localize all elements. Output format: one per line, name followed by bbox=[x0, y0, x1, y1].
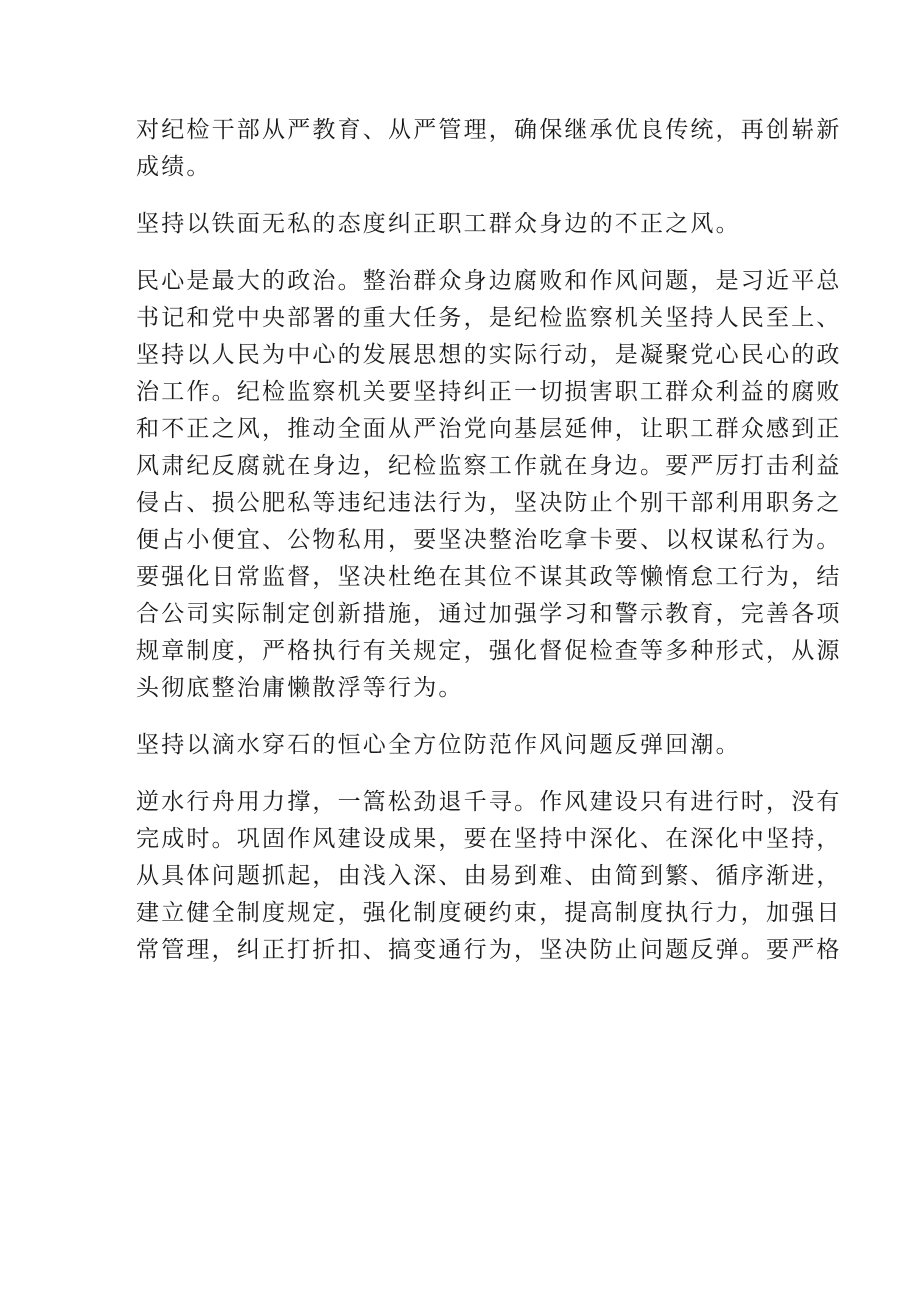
document-body bbox=[136, 112, 842, 989]
text-line: 要强化日常监督，坚决杜绝在其位不谋其政等懒惰怠工行为，结 bbox=[136, 564, 842, 590]
paragraph bbox=[136, 263, 842, 707]
text-line: 侵占、损公肥私等违纪违法行为，坚决防止个别干部利用职务之 bbox=[136, 490, 842, 516]
text-line: 坚持以铁面无私的态度纠正职工群众身边的不正之风。 bbox=[136, 211, 741, 237]
text-line: 民心是最大的政治。整治群众身边腐败和作风问题，是习近平总 bbox=[136, 268, 842, 294]
text-line: 从具体问题抓起，由浅入深、由易到难、由简到繁、循序渐进， bbox=[136, 863, 842, 889]
text-line: 书记和党中央部署的重大任务，是纪检监察机关坚持人民至上、 bbox=[136, 305, 842, 331]
text-line: 治工作。纪检监察机关要坚持纠正一切损害职工群众利益的腐败 bbox=[136, 379, 842, 405]
text-line: 逆水行舟用力撑，一篙松劲退千寻。作风建设只有进行时，没有 bbox=[136, 789, 842, 815]
text-line: 合公司实际制定创新措施，通过加强学习和警示教育，完善各项 bbox=[136, 601, 842, 627]
text-line: 建立健全制度规定，强化制度硬约束，提高制度执行力，加强日 bbox=[136, 900, 842, 926]
text-line: 和不正之风，推动全面从严治党向基层延伸，让职工群众感到正 bbox=[136, 416, 842, 442]
section-heading bbox=[136, 727, 792, 764]
text-line: 便占小便宜、公物私用，要坚决整治吃拿卡要、以权谋私行为。 bbox=[136, 527, 842, 553]
text-line: 坚持以滴水穿石的恒心全方位防范作风问题反弹回潮。 bbox=[136, 732, 741, 758]
paragraph bbox=[136, 112, 842, 186]
section-heading bbox=[136, 206, 792, 243]
text-line: 坚持以人民为中心的发展思想的实际行动，是凝聚党心民心的政 bbox=[136, 342, 842, 368]
text-line: 规章制度，严格执行有关规定，强化督促检查等多种形式，从源 bbox=[136, 638, 842, 664]
text-line: 常管理，纠正打折扣、搞变通行为，坚决防止问题反弹。要严格 bbox=[136, 937, 842, 963]
paragraph bbox=[136, 784, 842, 969]
text-line: 风肃纪反腐就在身边，纪检监察工作就在身边。要严厉打击利益 bbox=[136, 453, 842, 479]
text-line: 完成时。巩固作风建设成果，要在坚持中深化、在深化中坚持， bbox=[136, 826, 842, 852]
text-line: 头彻底整治庸懒散浮等行为。 bbox=[136, 675, 464, 701]
text-line: 成绩。 bbox=[136, 154, 212, 180]
text-line: 对纪检干部从严教育、从严管理，确保继承优良传统，再创崭新 bbox=[136, 117, 842, 143]
